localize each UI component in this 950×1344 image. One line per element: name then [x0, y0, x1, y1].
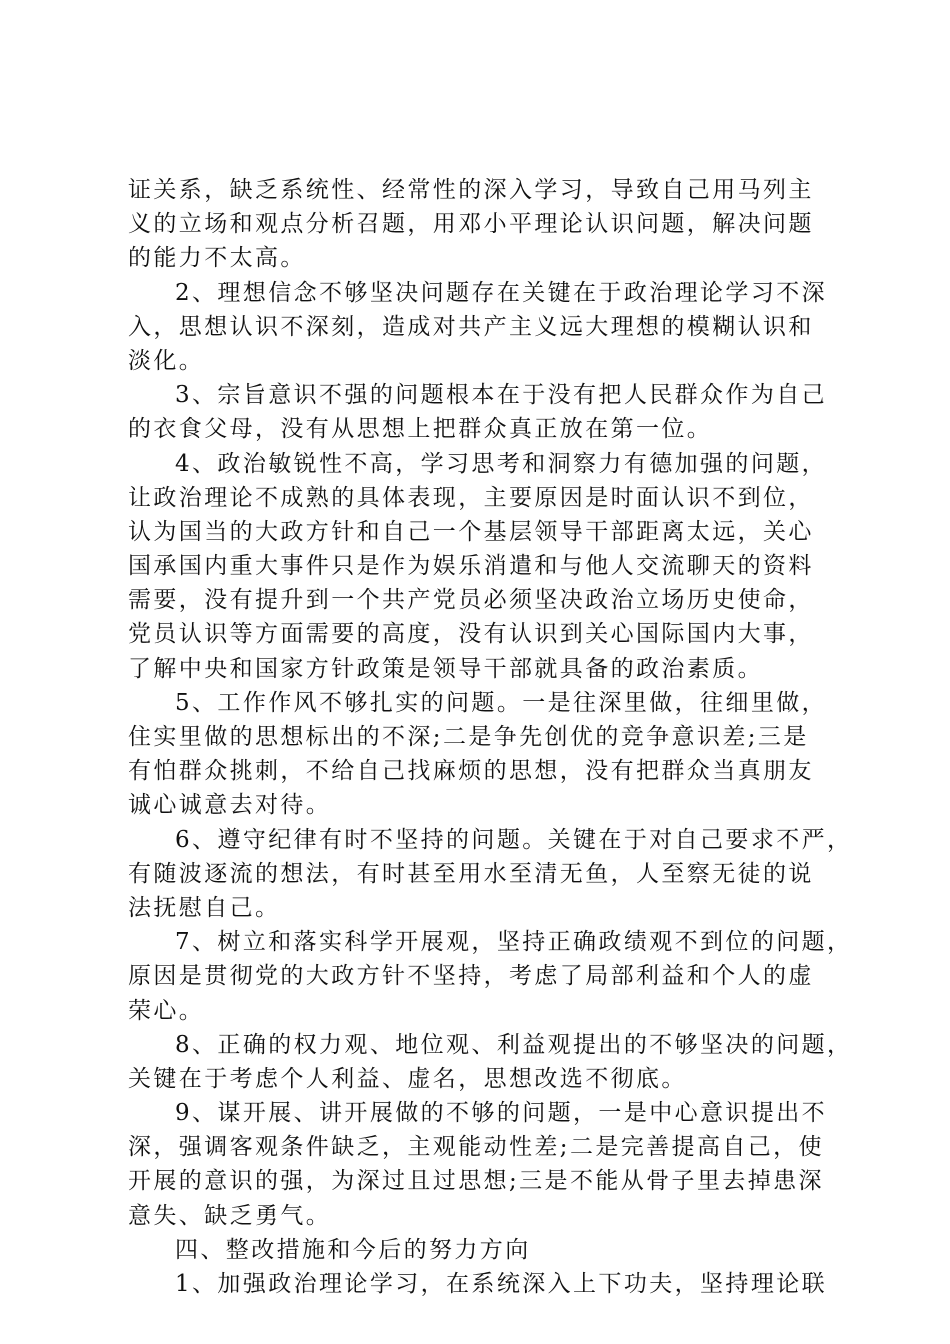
text-line: 国承国内重大事件只是作为娱乐消遣和与他人交流聊天的资料: [128, 553, 814, 580]
text-line: 诚心诚意去对待。: [128, 792, 332, 819]
text-line: 了解中央和国家方针政策是领导干部就具备的政治素质。: [128, 655, 763, 682]
text-line: 认为国当的大政方针和自己一个基层领导干部距离太远，关心: [128, 518, 814, 545]
text-line: 开展的意识的强，为深过且过思想;三是不能从骨子里去掉患深: [128, 1168, 824, 1195]
text-line: 住实里做的思想标出的不深;二是争先创优的竞争意识差;三是: [128, 724, 809, 750]
text-line: 四、整改措施和今后的努力方向: [175, 1236, 531, 1263]
text-line: 有怕群众挑刺，不给自己找麻烦的思想，没有把群众当真朋友: [128, 758, 814, 785]
text-line: 入，思想认识不深刻，造成对共产主义远大理想的模糊认识和: [128, 313, 814, 340]
text-line: 证关系，缺乏系统性、经常性的深入学习，导致自己用马列主: [128, 177, 814, 203]
text-line: 荣心。: [128, 997, 205, 1024]
text-line: 需要，没有提升到一个共产党员必须坚决政治立场历史使命，: [128, 587, 814, 614]
text-line: 关键在于考虑个人利益、虚名，思想改选不彻底。: [128, 1065, 687, 1092]
text-line: 的衣食父母，没有从思想上把群众真正放在第一位。: [128, 416, 713, 443]
text-line: 3、宗旨意识不强的问题根本在于没有把人民群众作为自己: [175, 382, 828, 409]
text-line: 的能力不太高。: [128, 245, 306, 272]
text-line: 有随波逐流的想法，有时甚至用水至清无鱼，人至察无徒的说: [128, 860, 814, 887]
text-line: 义的立场和观点分析召题，用邓小平理论认识问题，解决问题: [128, 211, 814, 238]
text-line: 2、理想信念不够坚决问题存在关键在于政治理论学习不深: [175, 279, 828, 306]
text-line: 4、政治敏锐性不高，学习思考和洞察力有德加强的问题，: [175, 450, 828, 477]
text-line: 6、遵守纪律有时不坚持的问题。关键在于对自己要求不严，: [175, 826, 853, 853]
text-line: 党员认识等方面需要的高度，没有认识到关心国际国内大事，: [128, 621, 814, 648]
text-line: 法抚慰自己。: [128, 894, 281, 921]
text-line: 9、谋开展、讲开展做的不够的问题，一是中心意识提出不: [175, 1100, 828, 1127]
document-body: [128, 173, 853, 1301]
text-line: 5、工作作风不够扎实的问题。一是往深里做，往细里做，: [175, 689, 828, 716]
text-line: 7、树立和落实科学开展观，坚持正确政绩观不到位的问题，: [175, 929, 853, 956]
text-line: 深，强调客观条件缺乏，主观能动性差;二是完善提高自己，使: [128, 1134, 824, 1161]
text-line: 让政治理论不成熟的具体表现，主要原因是时面认识不到位，: [128, 484, 814, 511]
text-line: 原因是贯彻党的大政方针不坚持，考虑了局部利益和个人的虚: [128, 963, 814, 990]
text-line: 8、正确的权力观、地位观、利益观提出的不够坚决的问题，: [175, 1031, 853, 1058]
text-line: 1、加强政治理论学习，在系统深入上下功夫，坚持理论联: [175, 1271, 828, 1297]
text-line: 意失、缺乏勇气。: [128, 1202, 332, 1229]
text-line: 淡化。: [128, 347, 205, 374]
